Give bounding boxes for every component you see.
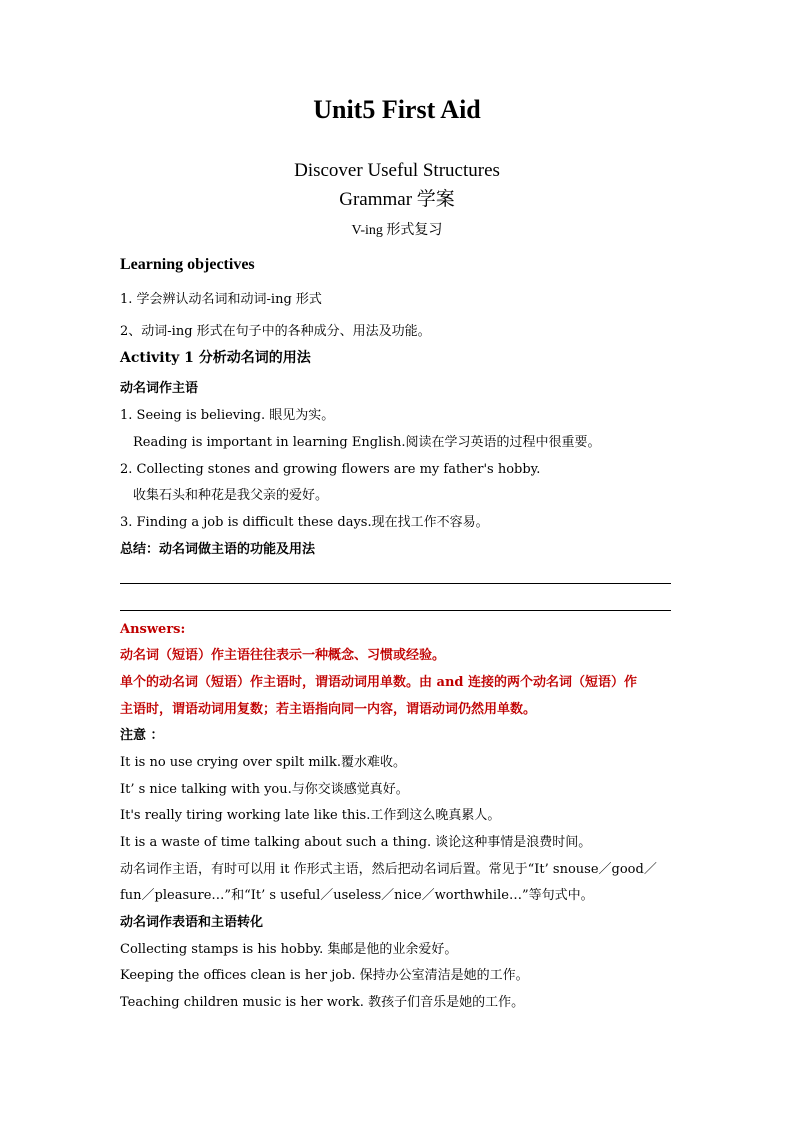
note-example-1: It is no use crying over spilt milk.覆水难收。 xyxy=(120,755,407,770)
note-example-3: It's really tiring working late like this.工作到这么晚真累人。 xyxy=(120,808,501,823)
example-1: 1. Seeing is believing. 眼见为实。 xyxy=(120,408,335,423)
answer-line-text-1: 动名词（短语）作主语往往表示一种概念、习惯或经验。 xyxy=(120,648,446,663)
example-3: 3. Finding a job is difficult these days.现在找工作不容易。 xyxy=(120,515,489,530)
activity-heading: Activity 1 分析动名词的用法 xyxy=(120,350,311,366)
section-heading-subject: 动名词作主语 xyxy=(120,381,199,396)
objectives-heading: Learning objectives xyxy=(120,256,255,273)
answer-line-2 xyxy=(120,610,671,611)
note-example-4: It is a waste of time talking about such a thing. 谈论这种事情是浪费时间。 xyxy=(120,835,592,850)
predicative-example-1: Collecting stamps is his hobby. 集邮是他的业余爱好。 xyxy=(120,942,458,957)
note-example-2: It’ s nice talking with you.与你交谈感觉真好。 xyxy=(120,782,409,797)
example-2: 2. Collecting stones and growing flowers are my father's hobby. xyxy=(120,462,541,477)
predicative-example-3: Teaching children music is her work. 教孩子们音乐是她的工作。 xyxy=(120,995,525,1010)
example-1b: Reading is important in learning English.阅读在学习英语的过程中很重要。 xyxy=(133,435,601,450)
note-explanation-1: 动名词作主语，有时可以用 it 作形式主语，然后把动名词后置。常见于“It’ snouse／good／ xyxy=(120,862,657,877)
answers-label: Answers: xyxy=(120,622,186,637)
note-label: 注意 ： xyxy=(120,728,164,743)
answer-line-text-3: 主语时，谓语动词用复数；若主语指向同一内容，谓语动词仍然用单数。 xyxy=(120,702,537,717)
example-2b: 收集石头和种花是我父亲的爱好。 xyxy=(133,488,329,503)
objective-item-2: 2、动词-ing 形式在句子中的各种成分、用法及功能。 xyxy=(120,324,431,339)
subtitle-ving: V-ing 形式复习 xyxy=(351,223,443,238)
objective-item-1: 1. 学会辨认动名词和动词-ing 形式 xyxy=(120,292,322,307)
answer-line-text-2: 单个的动名词（短语）作主语时，谓语动词用单数。由 and 连接的两个动名词（短语）作 xyxy=(120,675,638,690)
subtitle-grammar: Grammar 学案 xyxy=(339,189,455,210)
subtitle-structures: Discover Useful Structures xyxy=(294,160,500,181)
note-explanation-2: fun／pleasure…”和“It’ s useful／useless／nice／worthwhile…”等句式中。 xyxy=(120,888,594,903)
summary-prompt: 总结：动名词做主语的功能及用法 xyxy=(120,542,316,557)
predicative-example-2: Keeping the offices clean is her job. 保持办公室清洁是她的工作。 xyxy=(120,968,529,983)
section-heading-predicative: 动名词作表语和主语转化 xyxy=(120,915,264,930)
answer-line-1 xyxy=(120,583,671,584)
page-title: Unit5 First Aid xyxy=(313,95,481,124)
